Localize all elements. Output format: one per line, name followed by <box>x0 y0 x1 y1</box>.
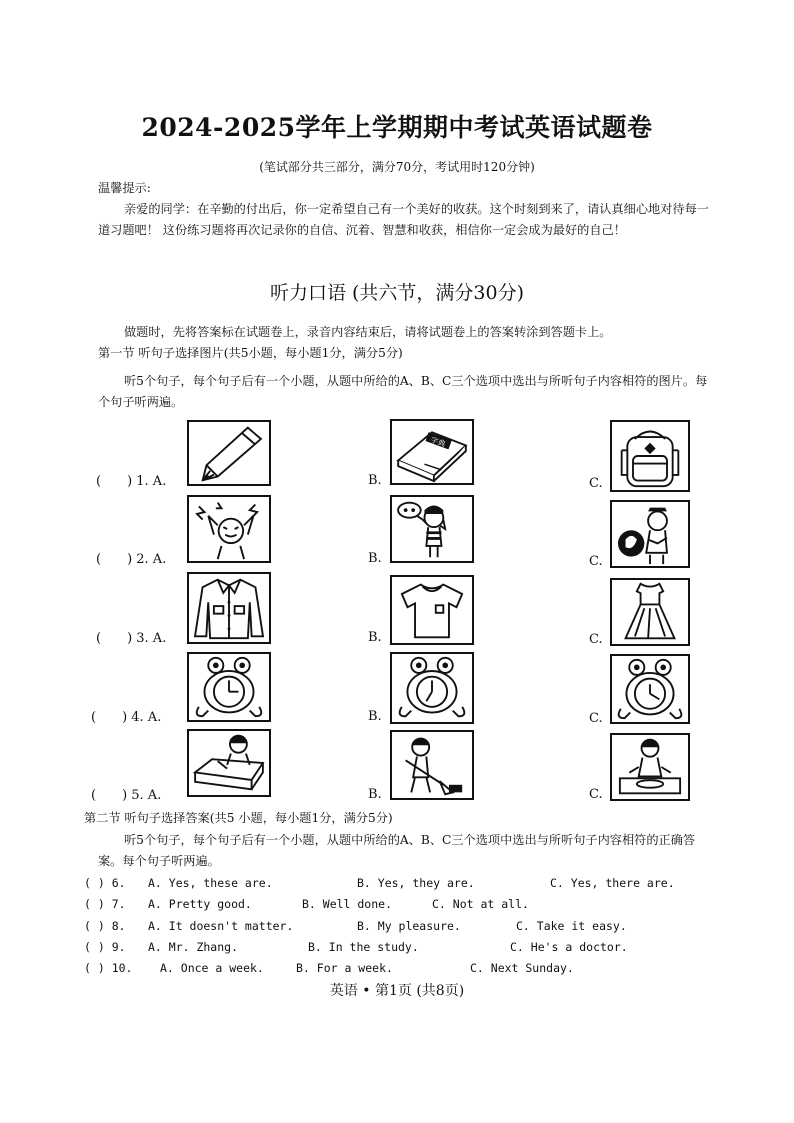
question-2-option-c: C. <box>589 554 603 569</box>
dictionary-label: 字典 <box>429 435 447 449</box>
question-4-label: ( ) 4. A. <box>91 710 162 725</box>
question-10-number: ( ) 10. <box>84 961 133 975</box>
tshirt-icon[interactable] <box>390 575 474 645</box>
headache-icon[interactable] <box>187 495 271 563</box>
question-10-option-c: C. Next Sunday. <box>470 961 574 975</box>
pencil-icon[interactable] <box>187 420 271 486</box>
question-9-option-b: B. In the study. <box>308 940 419 954</box>
question-6-option-c: C. Yes, there are. <box>550 876 675 890</box>
section1-heading: 第一节 听句子选择图片(共5小题，每小题1分，满分5分) <box>98 346 403 360</box>
frog-clock-icon[interactable] <box>610 654 690 724</box>
toothache-icon[interactable] <box>390 495 474 563</box>
question-1-label: ( ) 1. A. <box>96 474 167 489</box>
listening-section-title: 听力口语 (共六节，满分30分) <box>269 282 525 304</box>
question-6-option-a: A. Yes, these are. <box>148 876 273 890</box>
section1-description: 听5个句子，每个句子后有一个小题，从题中所给的A、B、C三个选项中选出与所听句子内容相符的图片。每个句子听两遍。 <box>98 374 708 409</box>
question-6-option-b: B. Yes, they are. <box>357 876 475 890</box>
dress-icon[interactable] <box>610 578 690 646</box>
question-9-number: ( ) 9. <box>84 940 126 954</box>
question-8-option-c: C. Take it easy. <box>516 919 627 933</box>
jacket-icon[interactable] <box>187 572 271 644</box>
section2-heading: 第二节 听句子选择答案(共5 小题，每小题1分，满分5分) <box>84 811 393 825</box>
question-7-number: ( ) 7. <box>84 897 126 911</box>
question-4-option-c: C. <box>589 711 603 726</box>
question-1-option-b: B. <box>368 473 382 488</box>
section2-description: 听5个句子，每个句子后有一个小题，从题中所给的A、B、C三个选项中选出与所听句子内容相符的正确答案。每个句子听两遍。 <box>98 833 696 868</box>
question-1-option-c: C. <box>589 476 603 491</box>
question-10-option-b: B. For a week. <box>296 961 393 975</box>
question-2-label: ( ) 2. A. <box>96 552 167 567</box>
stomachache-icon[interactable] <box>610 500 690 568</box>
washing-dishes-icon[interactable] <box>610 733 690 801</box>
hint-label: 温馨提示: <box>98 181 151 195</box>
question-9-option-c: C. He's a doctor. <box>510 940 628 954</box>
question-7-option-b: B. Well done. <box>302 897 393 911</box>
hint-body: 亲爱的同学：在辛勤的付出后，你一定希望自己有一个美好的收获。这个时刻到来了，请认真细心地对待每一道习题吧！ 这份练习题将再次记录你的自信、沉着、智慧和收获，相信你一定会成为最好的自己！ <box>98 202 709 237</box>
exam-subtitle: (笔试部分共三部分，满分70分，考试用时120分钟) <box>259 160 535 174</box>
making-bed-icon[interactable] <box>187 729 271 797</box>
question-8-number: ( ) 8. <box>84 919 126 933</box>
page-footer: 英语 • 第1页 (共8页) <box>329 983 465 999</box>
sweeping-icon[interactable] <box>390 730 474 800</box>
question-7-option-a: A. Pretty good. <box>148 897 252 911</box>
question-6-number: ( ) 6. <box>84 876 126 890</box>
frog-clock-icon[interactable] <box>187 652 271 722</box>
question-9-option-a: A. Mr. Zhang. <box>148 940 239 954</box>
question-7-option-c: C. Not at all. <box>432 897 529 911</box>
dictionary-icon[interactable] <box>390 419 474 485</box>
question-2-option-b: B. <box>368 551 382 566</box>
listening-instruction: 做题时，先将答案标在试题卷上，录音内容结束后，请将试题卷上的答案转涂到答题卡上。 <box>124 325 612 339</box>
question-10-option-a: A. Once a week. <box>160 961 264 975</box>
backpack-icon[interactable] <box>610 420 690 492</box>
question-8-option-b: B. My pleasure. <box>357 919 461 933</box>
question-3-option-c: C. <box>589 632 603 647</box>
question-5-label: ( ) 5. A. <box>91 788 162 803</box>
exam-title: 2024-2025学年上学期期中考试英语试题卷 <box>141 113 653 142</box>
question-8-option-a: A. It doesn't matter. <box>148 919 294 933</box>
question-5-option-b: B. <box>368 787 382 802</box>
frog-clock-icon[interactable] <box>390 652 474 724</box>
question-3-label: ( ) 3. A. <box>96 631 167 646</box>
question-4-option-b: B. <box>368 709 382 724</box>
question-3-option-b: B. <box>368 630 382 645</box>
question-5-option-c: C. <box>589 787 603 802</box>
